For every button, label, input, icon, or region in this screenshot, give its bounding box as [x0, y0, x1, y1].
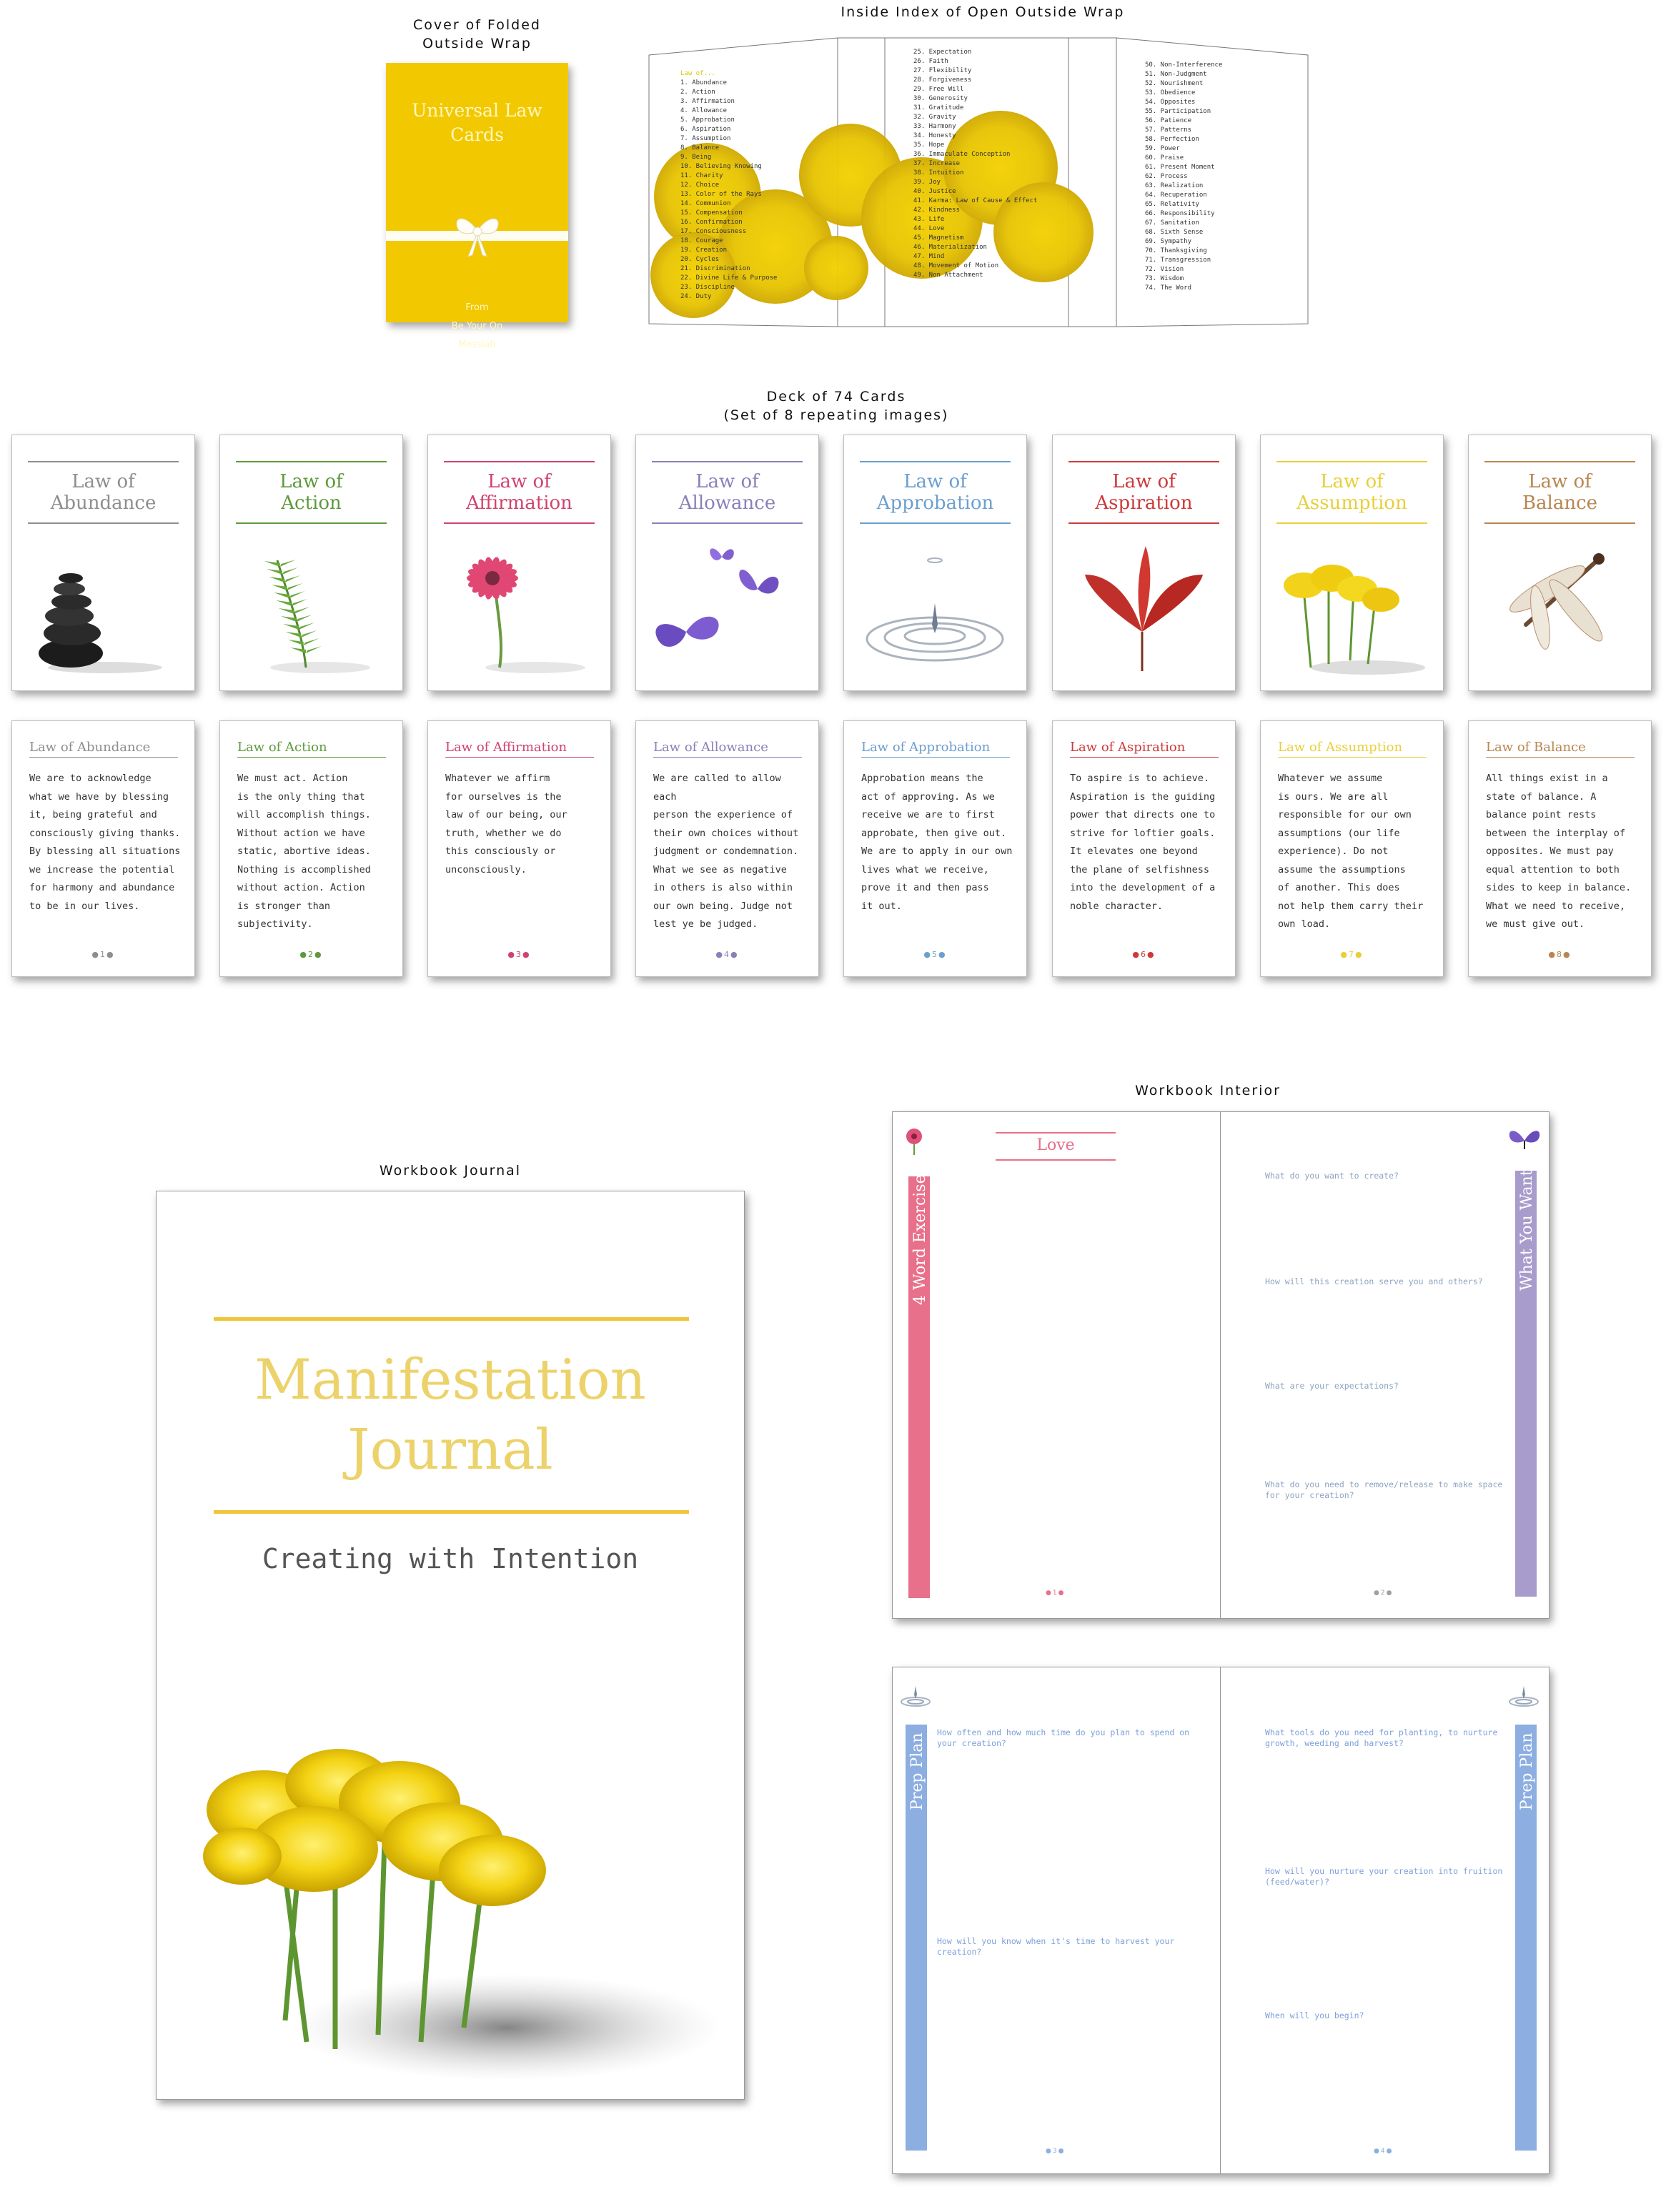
- card-bottom-rule: [444, 522, 595, 524]
- image-card: [1052, 435, 1236, 691]
- index-entry: 38. Intuition: [913, 169, 964, 177]
- index-entry: 34. Honesty: [913, 132, 956, 139]
- index-entry: 9. Being: [680, 154, 712, 161]
- index-entry: 15. Compensation: [680, 209, 743, 217]
- image-card: [1260, 435, 1444, 691]
- page-number: 2: [1380, 1589, 1387, 1597]
- page-dots: ●4●: [1374, 2148, 1394, 2155]
- index-entry: 48. Movement of Motion: [913, 262, 999, 269]
- card-title: Law of Allowance: [653, 740, 768, 755]
- index-entry: 20. Cycles: [680, 256, 720, 263]
- index-entry: 4. Allowance: [680, 107, 728, 114]
- index-entry: 40. Justice: [913, 188, 956, 195]
- text-card: [11, 720, 195, 977]
- text-card: [1052, 720, 1236, 977]
- yellow-flowers-illustration: [171, 1735, 728, 2092]
- journal-top-rule: [214, 1317, 689, 1321]
- index-entry: 36. Immaculate Conception: [913, 151, 1011, 158]
- index-entry: 46. Materialization: [913, 244, 987, 251]
- interior-caption: Workbook Interior: [1135, 1083, 1281, 1098]
- question-text: What do you want to create?: [1265, 1171, 1399, 1181]
- card-top-rule: [1276, 461, 1427, 462]
- index-entry: 73. Wisdom: [1145, 275, 1184, 282]
- page-dots: ●2●: [1374, 1589, 1394, 1597]
- card-number: ●8●: [1548, 950, 1572, 959]
- cover-from-line: From: [465, 302, 489, 313]
- page-number: 4: [1380, 2148, 1387, 2155]
- page-number: 3: [1052, 2148, 1058, 2155]
- card-title: Law of Allowance: [678, 471, 776, 514]
- card-bottom-rule: [236, 522, 387, 524]
- water-drop-image: [858, 546, 1012, 678]
- vertical-bar-right: [1515, 1171, 1537, 1597]
- vertical-label: Prep Plan: [908, 1732, 926, 1810]
- card-bottom-rule: [1484, 522, 1635, 524]
- water-drop-icon: [900, 1683, 931, 1707]
- question-text: What do you need to remove/release to make space for your creation?: [1265, 1479, 1503, 1500]
- index-entry: 23. Discipline: [680, 284, 735, 291]
- index-entry: 33. Harmony: [913, 123, 956, 130]
- index-entry: 72. Vision: [1145, 266, 1184, 273]
- fern-image: [234, 546, 388, 678]
- card-top-rule: [860, 461, 1011, 462]
- index-entry: 11. Charity: [680, 172, 723, 179]
- index-column-1: [680, 69, 777, 302]
- card-title: Law of Approbation: [876, 471, 994, 514]
- journal-cover: [156, 1191, 745, 2100]
- index-entry: 61. Present Moment: [1145, 164, 1215, 171]
- gerbera-image: [442, 546, 596, 678]
- card-bottom-rule: [1276, 522, 1427, 524]
- question-text: What tools do you need for planting, to nurture growth, weeding and harvest?: [1265, 1727, 1498, 1748]
- card-text: We are to acknowledge what we have by blessing it, being grateful and consciously giving thanks. By blessing all situations we increase the potential for harmony and abundance to be in our lives.: [29, 773, 181, 912]
- card-title: Law of Assumption: [1278, 740, 1403, 755]
- index-entry: 42. Kindness: [913, 207, 961, 214]
- vertical-label: 4 Word Exercise: [911, 1174, 929, 1305]
- text-card: [843, 720, 1027, 977]
- journal-bottom-rule: [214, 1510, 689, 1514]
- question-text: When will you begin?: [1265, 2010, 1364, 2020]
- card-top-rule: [1484, 461, 1635, 462]
- text-card: [1468, 720, 1652, 977]
- card-text: Approbation means the act of approving. As we receive we are to first approbate, then give out. We are to apply in our own lives what we receive, prove it and then pass it out.: [861, 773, 1013, 912]
- gerbera-icon: [903, 1128, 926, 1155]
- index-entry: 55. Participation: [1145, 108, 1211, 115]
- index-entry: 35. Hope: [913, 142, 945, 149]
- question-text: What are your expectations?: [1265, 1381, 1399, 1391]
- index-entry: 39. Joy: [913, 179, 941, 186]
- card-title: Law of Action: [237, 740, 327, 755]
- index-column-3: [1145, 61, 1222, 293]
- card-title: Law of Aspiration: [1095, 471, 1193, 514]
- interior-spread-2: [892, 1667, 1549, 2174]
- image-card: [427, 435, 611, 691]
- image-card: [219, 435, 403, 691]
- card-number: ●6●: [1132, 950, 1156, 959]
- vertical-bar-left: [906, 1725, 927, 2151]
- index-entry: 49. Non Attachment: [913, 272, 983, 279]
- index-entry: 1. Abundance: [680, 79, 728, 86]
- index-entry: 24. Duty: [680, 293, 712, 300]
- index-entry: 8. Balance: [680, 144, 720, 152]
- index-entry: 14. Communion: [680, 200, 731, 207]
- cover-title: Universal Law Cards: [412, 100, 542, 145]
- index-caption: Inside Index of Open Outside Wrap: [841, 4, 1125, 20]
- card-title: Law of Affirmation: [466, 471, 572, 514]
- index-entry: 67. Sanitation: [1145, 219, 1199, 227]
- card-text: We are called to allow each person the experience of their own choices without judgment or condemnation. What we see as negative in others is also within our own being. Judge not lest ye be judged.: [653, 773, 799, 930]
- index-entry: 43. Life: [913, 216, 945, 223]
- cover-dots: ●●●: [460, 357, 494, 369]
- yellow-flowers-image: [1275, 546, 1429, 678]
- cover-from-line: Messiah: [458, 339, 496, 350]
- text-card: [1260, 720, 1444, 977]
- wrap-cover: [386, 63, 568, 369]
- right-page: [1221, 1112, 1549, 1618]
- card-bottom-rule: [1068, 522, 1219, 524]
- index-entry: 71. Transgression: [1145, 257, 1211, 264]
- red-leaf-image: [1067, 546, 1221, 678]
- dragonfly-image: [1483, 546, 1637, 678]
- index-entry: 74. The Word: [1145, 284, 1192, 292]
- card-number: ●1●: [91, 950, 115, 959]
- index-entry: 37. Increase: [913, 160, 961, 167]
- card-rule: [1070, 757, 1219, 758]
- card-top-rule: [1068, 461, 1219, 462]
- card-top-rule: [28, 461, 179, 462]
- question-text: How will you nurture your creation into fruition (feed/water)?: [1265, 1866, 1503, 1887]
- question-text: How will this creation serve you and others?: [1265, 1276, 1483, 1286]
- card-title: Law of Approbation: [861, 740, 991, 755]
- index-entry: 28. Forgiveness: [913, 76, 972, 84]
- index-entry: 26. Faith: [913, 58, 948, 65]
- bow-icon: [454, 209, 501, 259]
- text-card: [219, 720, 403, 977]
- image-card: [1468, 435, 1652, 691]
- card-rule: [1278, 757, 1427, 758]
- index-entry: 66. Responsibility: [1145, 210, 1215, 217]
- exercise-word: Love: [1036, 1136, 1075, 1154]
- card-rule: [1486, 757, 1635, 758]
- card-top-rule: [444, 461, 595, 462]
- card-rule: [445, 757, 594, 758]
- index-entry: 19. Creation: [680, 247, 728, 254]
- index-entry: 3. Affirmation: [680, 98, 735, 105]
- water-drop-icon: [1508, 1683, 1539, 1707]
- text-card: [427, 720, 611, 977]
- card-title: Law of Balance: [1522, 471, 1598, 514]
- index-entry: 60. Praise: [1145, 154, 1184, 162]
- card-rule: [29, 757, 178, 758]
- card-text: Whatever we affirm for ourselves is the law of our being, our truth, whether we do this consciously or unconsciously.: [445, 773, 567, 876]
- index-column-2: [913, 48, 1037, 280]
- stones-image: [26, 546, 180, 678]
- card-title: Law of Action: [279, 471, 343, 514]
- index-entry: 51. Non-Judgment: [1145, 71, 1207, 78]
- question-text: How often and how much time do you plan to spend on your creation?: [937, 1727, 1190, 1748]
- card-title: Law of Abundance: [29, 740, 151, 755]
- index-entry: 52. Nourishment: [1145, 80, 1204, 87]
- card-bottom-rule: [28, 522, 179, 524]
- index-entry: 25. Expectation: [913, 49, 972, 56]
- deck-caption: Deck of 74 Cards (Set of 8 repeating images): [723, 389, 949, 423]
- index-entry: 27. Flexibility: [913, 67, 972, 74]
- index-entry: 69. Sympathy: [1145, 238, 1192, 245]
- index-entry: 22. Divine Life & Purpose: [680, 274, 778, 282]
- vertical-label: Prep Plan: [1518, 1732, 1536, 1810]
- card-title: Law of Assumption: [1296, 471, 1407, 514]
- image-card: [635, 435, 819, 691]
- index-entry: 62. Process: [1145, 173, 1188, 180]
- vertical-bar-right: [1515, 1725, 1537, 2151]
- index-entry: 50. Non-Interference: [1145, 61, 1223, 69]
- page-dots: ●1●: [1046, 1589, 1066, 1597]
- question-text: How will you know when it's time to harvest your creation?: [937, 1936, 1175, 1957]
- cover-from: [386, 299, 568, 354]
- journal-title: Manifestation Journal: [254, 1348, 646, 1482]
- index-entry: 57. Patterns: [1145, 127, 1192, 134]
- page-number: 1: [1052, 1589, 1058, 1597]
- card-rule: [653, 757, 802, 758]
- vertical-bar-left: [908, 1176, 930, 1598]
- card-number: ●2●: [299, 950, 323, 959]
- journal-subtitle: Creating with Intention: [262, 1543, 639, 1574]
- index-entry: 2. Action: [680, 89, 715, 96]
- card-text: All things exist in a state of balance. A balance point rests between the interplay of opposites. We must pay equal attention to both sides to keep in balance. What we need to receive, we must give out.: [1486, 773, 1632, 930]
- index-entry: 63. Realization: [1145, 182, 1204, 189]
- card-title: Law of Aspiration: [1070, 740, 1186, 755]
- image-card: [843, 435, 1027, 691]
- index-entry: 56. Patience: [1145, 117, 1192, 124]
- index-entry: 44. Love: [913, 225, 945, 232]
- card-rule: [237, 757, 386, 758]
- index-entry: 64. Recuperation: [1145, 192, 1207, 199]
- index-entry: 13. Color of the Rays: [680, 191, 762, 198]
- card-bottom-rule: [652, 522, 803, 524]
- index-entry: 41. Karma: Law of Cause & Effect: [913, 197, 1038, 204]
- index-entry: 45. Magnetism: [913, 234, 964, 242]
- right-page: [1221, 1667, 1549, 2173]
- index-entry: 70. Thanksgiving: [1145, 247, 1207, 254]
- index-wrap: [643, 32, 1315, 332]
- index-entry: 16. Confirmation: [680, 219, 743, 226]
- interior-spread-1: [892, 1111, 1549, 1619]
- index-entry: 18. Courage: [680, 237, 723, 244]
- index-entry: 7. Assumption: [680, 135, 731, 142]
- card-number: ●4●: [715, 950, 739, 959]
- butterfly-icon: [1505, 1125, 1544, 1154]
- index-entry: 47. Mind: [913, 253, 945, 260]
- left-page: [893, 1112, 1221, 1618]
- index-entry: 54. Opposites: [1145, 99, 1196, 106]
- left-page: [893, 1667, 1221, 2173]
- index-entry: 53. Obedience: [1145, 89, 1196, 96]
- word-bottom-rule: [996, 1159, 1116, 1161]
- cover-caption: Cover of Folded Outside Wrap: [413, 17, 541, 51]
- image-card: [11, 435, 195, 691]
- index-entry: 10. Believing Knowing: [680, 163, 762, 170]
- text-card: [635, 720, 819, 977]
- index-entry: 21. Discrimination: [680, 265, 750, 272]
- index-entry: 32. Gravity: [913, 114, 956, 121]
- index-heading: Law of...: [680, 70, 715, 77]
- card-top-rule: [652, 461, 803, 462]
- index-entry: 59. Power: [1145, 145, 1180, 152]
- index-entry: 30. Generosity: [913, 95, 968, 102]
- card-title: Law of Abundance: [50, 471, 157, 514]
- index-entry: 58. Perfection: [1145, 136, 1199, 143]
- index-entry: 17. Consciousness: [680, 228, 747, 235]
- card-title: Law of Affirmation: [445, 740, 567, 755]
- card-rule: [861, 757, 1010, 758]
- butterflies-image: [650, 546, 804, 678]
- card-top-rule: [236, 461, 387, 462]
- index-entry: 12. Choice: [680, 182, 720, 189]
- card-text: To aspire is to achieve. Aspiration is the guiding power that directs one to strive for loftier goals. It elevates one beyond the plane of selfishness into the development of a noble character.: [1070, 773, 1216, 912]
- card-title: Law of Balance: [1486, 740, 1586, 755]
- index-entry: 68. Sixth Sense: [1145, 229, 1204, 236]
- index-entry: 5. Approbation: [680, 116, 735, 124]
- page-dots: ●3●: [1046, 2148, 1066, 2155]
- index-entry: 31. Gratitude: [913, 104, 964, 111]
- journal-caption: Workbook Journal: [379, 1163, 522, 1179]
- cover-from-line: Be Your On: [451, 321, 503, 332]
- card-text: We must act. Action is the only thing that will accomplish things. Without action we have static, abortive ideas. Nothing is accomplished without action. Action is stronger than subjectivity.: [237, 773, 371, 930]
- index-entry: 65. Relativity: [1145, 201, 1199, 208]
- word-top-rule: [996, 1132, 1116, 1134]
- card-bottom-rule: [860, 522, 1011, 524]
- index-entry: 29. Free Will: [913, 86, 964, 93]
- vertical-label: What You Want: [1518, 1169, 1536, 1291]
- card-number: ●3●: [507, 950, 531, 959]
- card-number: ●7●: [1340, 950, 1364, 959]
- index-entry: 6. Aspiration: [680, 126, 731, 133]
- card-text: Whatever we assume is ours. We are all responsible for our own assumptions (our life experience). Do not assume the assumptions of another. This does not help them carry their own load.: [1278, 773, 1424, 930]
- card-number: ●5●: [923, 950, 947, 959]
